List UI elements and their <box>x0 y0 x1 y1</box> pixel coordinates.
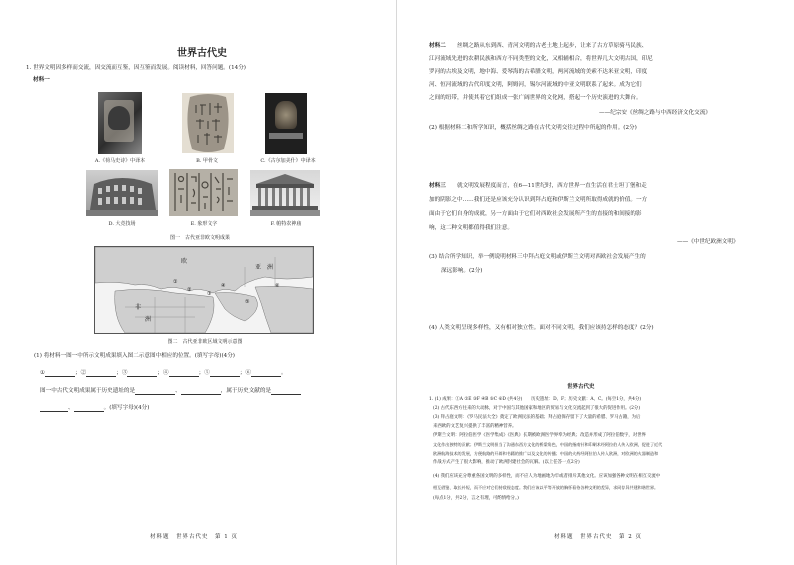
document-blank-1[interactable] <box>271 394 301 395</box>
answer-line-4: 来西欧的文艺复兴提供了丰富的精神营养。 <box>433 424 517 429</box>
material-2-line-3: 罗河的古埃及文明，地中海、爱琴海的古希腊文明，两河流域的美索不达米亚文明，印度 <box>429 69 648 75</box>
map-label-asia-zhou: 洲 <box>267 264 274 271</box>
map-point-1: ① <box>173 279 178 285</box>
question-1-1: (1) 将材料一图一中所示文明成果填入图二示意图中相应的位置。(填写字母)(4分) <box>34 353 235 359</box>
question-3-line-1: (3) 结合所学知识，举一例说明材料三中拜占庭文明或伊斯兰文明对西欧社会发展产生的 <box>429 254 646 260</box>
material-2-line-5: 之间的纽带，并使其着它们组成一张广阔世界的文化网，搭起一个历史演进的大舞台。 <box>429 95 642 101</box>
parthenon-image <box>250 170 320 216</box>
map-label-asia: 亚 <box>255 264 262 271</box>
footer-page-2: 材料题 世界古代史 第 2 页 <box>554 534 642 540</box>
material-3-line-4: 响，这二种文明都值得我们注意。 <box>429 225 513 231</box>
caption-a: A.《荷马史诗》中译本 <box>94 158 146 164</box>
answer-blank-1[interactable] <box>45 376 75 377</box>
fill-row-1: ① ；② ；③ ；④ ；⑤ ；⑥ 。 <box>40 370 287 376</box>
answer-blank-3[interactable] <box>127 376 157 377</box>
material-2-line-4: 河、恒河流域的古代印度文明，阿姆河，锡尔河流域的中亚文明联系了起来。成为它们 <box>429 82 642 88</box>
page-2 <box>397 0 794 565</box>
book-cover-gilgamesh-image <box>265 93 307 154</box>
figure-2-caption: 图二 古代亚非欧区域文明示意图 <box>167 339 243 345</box>
question-1-intro: 1. 世界文明因多样而交流，因交流而互鉴，因互鉴而发展。阅读材料，回答问题。(14分) <box>26 65 246 71</box>
map-label-africa-zhou: 洲 <box>145 316 152 323</box>
answer-line-10: 相互借鉴、取长补短，而不应对它们持敌视态度。我们应该以平等开放的胸怀看待各种文明的差异，求同存异共建和谐世界。 <box>433 485 659 490</box>
fill-row-3: 、 。(填写字母)(4分) <box>40 404 149 412</box>
material-3-source: ——《中世纪欧洲文明》 <box>677 239 739 245</box>
site-blank-2[interactable] <box>181 394 221 395</box>
material-2-source: ——纪宗安《丝绸之路与中西经济文化交流》 <box>599 110 711 116</box>
answer-line-3: (3) 拜占庭文明：《罗马民法大全》奠定了欧洲民法的基础；拜占庭保存留下了大量的希腊、罗马古籍，为后 <box>433 415 641 420</box>
answer-line-1: 1. (1) 成果：①A ②E ③F ④B ⑤C ⑥D (共4分) 历史遗址：D、F；历史文献：A、C。(每空1分，共4分) <box>429 397 642 402</box>
material-3-line-2: 加的阴影之中……我们还是应该充分认识到拜占庭和伊斯兰文明所取得成就的价值。一方 <box>429 197 648 203</box>
figure-1-caption: 图一 古代亚非欧文明成果 <box>169 235 230 241</box>
answer-line-8: 作战方式产生了很大影响，推动了欧洲封建社会的瓦解。(以上任答一点2分) <box>433 460 580 465</box>
question-3-line-2: 深远影响。(2分) <box>441 268 483 274</box>
answer-line-2: (2) 古代东西方往来的大动脉，对于中国与其他国家和地区的贸易与文化交流起到了很大的促进作用。(2分) <box>433 406 641 411</box>
material-3-line-3: 面由于它们自身的成就，另一方面由于它们对西欧社会发展所产生的直接的和间接的影 <box>429 211 642 217</box>
fill-row-2: 图一中古代文明成果属于历史遗址的是 、 ，属于历史文献的是 <box>40 387 301 395</box>
material-2-line-1: 丝绸之路从东到西、青河文明的古老土地上起步，让来了古方草原骑马民族、 <box>457 43 648 49</box>
colosseum-image <box>86 170 158 216</box>
site-blank-1[interactable] <box>135 394 175 395</box>
map-point-4: ④ <box>221 283 226 289</box>
hieroglyph-image <box>169 169 238 216</box>
answer-blank-4[interactable] <box>169 376 199 377</box>
material-2-line-2: 江河流域先进的农耕民族和西方不同类型的文化，又相辅相合，将世界几大文明古国，印尼 <box>429 56 653 62</box>
material-1-label: 材料一 <box>33 77 50 83</box>
map-label-africa: 非 <box>135 304 142 311</box>
map-point-2: ② <box>187 287 192 293</box>
book-cover-homer-image <box>98 92 142 154</box>
material-3-label: 材料三 <box>429 183 446 189</box>
answer-blank-5[interactable] <box>210 376 240 377</box>
caption-b: B. 甲骨文 <box>196 158 218 164</box>
map-label-europe: 欧 <box>181 258 188 265</box>
document-blank-1-cont[interactable] <box>40 411 68 412</box>
caption-e: E. 象形文字 <box>190 221 218 227</box>
question-2: (2) 根据材料二和所学知识，概括丝绸之路在古代文明交往过程中所起的作用。(2分) <box>429 125 637 131</box>
answer-line-5: 伊斯兰文明：阿拉伯医学《医学集成》《医典》长期被欧洲医学界奉为经典；改造并形成了阿拉伯数字，对世界 <box>433 433 646 438</box>
map-point-6: ⑥ <box>275 283 280 289</box>
page-title: 世界古代史 <box>177 48 227 59</box>
answer-blank-6[interactable] <box>251 376 281 377</box>
answer-line-9: (4) 我们应该充分尊重各国文明的多样性，而不应人为地画地为牢或者排斥其他文化。应该加强各种文明在相互交流中 <box>433 474 661 479</box>
answer-line-7: 欧洲航海技术的发展，方便航路的开辟和书籍的推广以及文化的传播；中国的火药经阿拉伯人传入欧洲，对欧洲的火器制造和 <box>433 451 659 456</box>
caption-d: D. 大竞技场 <box>108 221 136 227</box>
ancient-civilizations-map <box>94 246 314 334</box>
answer-key-title: 世界古代史 <box>567 384 595 390</box>
caption-f: F. 帕特农神庙 <box>270 221 302 227</box>
document-blank-2[interactable] <box>74 411 104 412</box>
answer-blank-2[interactable] <box>86 376 116 377</box>
answer-line-11: (每点1分，共2分，言之有理，可酌情给分。) <box>433 496 519 501</box>
map-point-3: ③ <box>207 291 212 297</box>
oracle-bone-image <box>182 93 234 153</box>
footer-page-1: 材料题 世界古代史 第 1 页 <box>150 534 238 540</box>
answer-line-6: 文化作出独特的贡献；伊斯兰文明担当了沟通东西方文化的桥梁角色，中国的指南针和印刷术经阿拉伯人传入欧洲，促进了近代 <box>433 442 663 447</box>
material-3-line-1: 就文明发展程度而言，在6—11世纪时，西方世界一直生活在君士坦丁堡和走 <box>457 183 647 189</box>
material-2-label: 材料二 <box>429 43 446 49</box>
caption-c: C.《古尔加美什》中译本 <box>260 158 316 164</box>
question-4: (4) 人类文明呈现多样性，又有相对独立性。面对不同文明，我们应该持怎样的态度？(2分) <box>429 325 654 331</box>
map-point-5: ⑤ <box>245 299 250 305</box>
